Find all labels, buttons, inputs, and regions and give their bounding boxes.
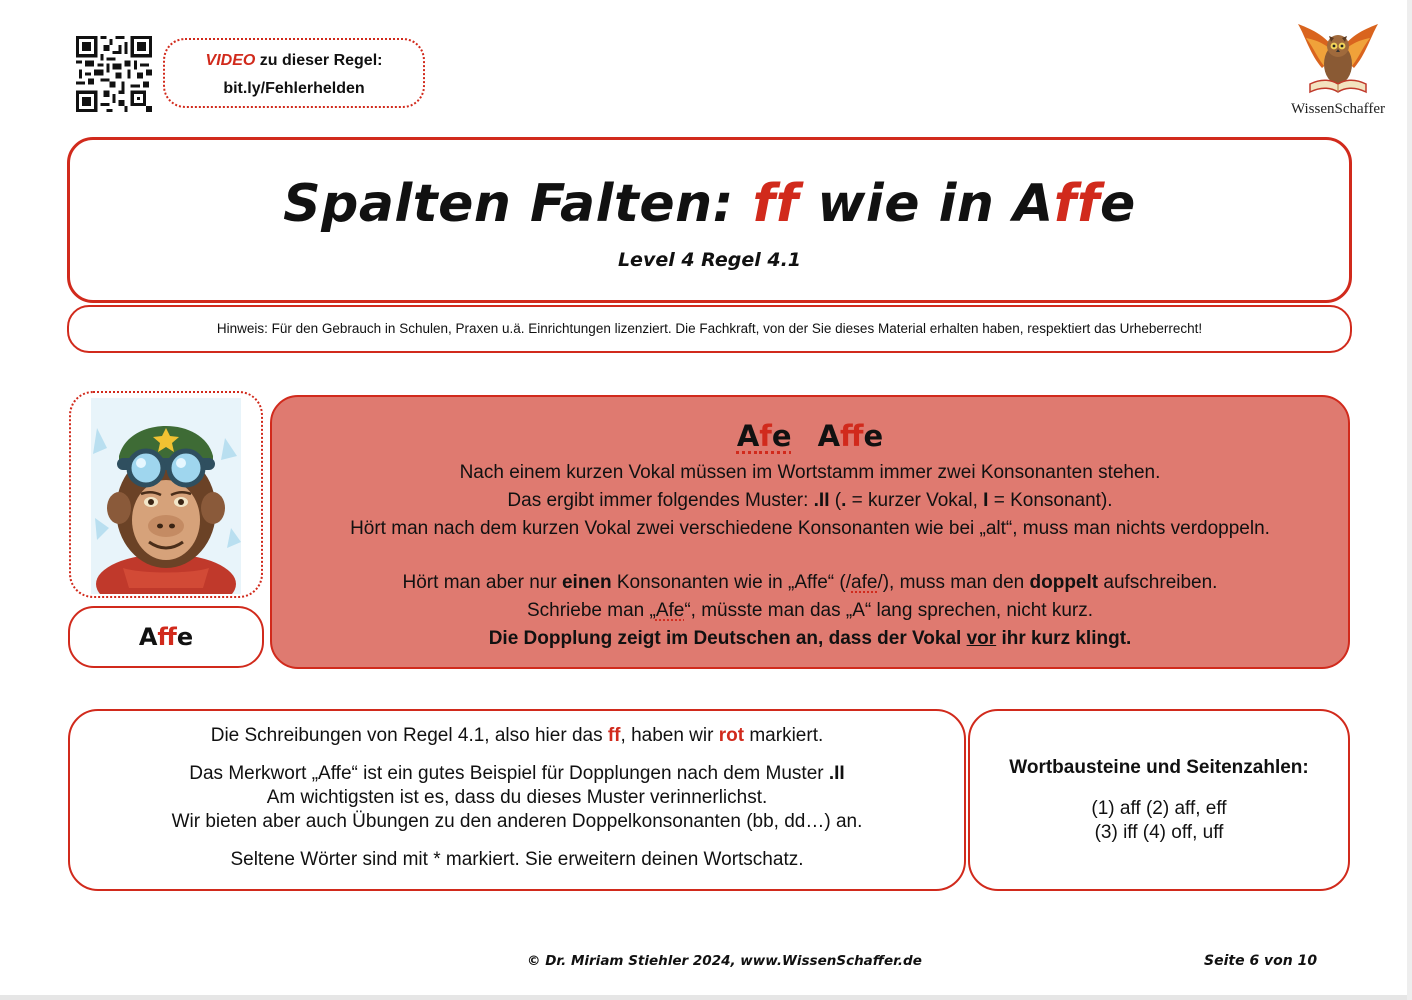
rule-l4e: /), muss man den <box>877 572 1030 593</box>
rule-line-4 <box>272 569 1348 597</box>
wissenschaffer-logo <box>1280 14 1396 120</box>
right-e: e <box>863 419 884 453</box>
wrong-f: f <box>759 419 772 453</box>
info-box <box>68 709 966 891</box>
title-box <box>67 137 1352 303</box>
word-parts-title: Wortbausteine und Seitenzahlen: <box>1009 757 1309 778</box>
rule-line-6 <box>272 625 1348 653</box>
rule-l5b: Afe <box>655 600 685 621</box>
rule-line-2 <box>272 487 1348 515</box>
keyword-box <box>68 606 264 668</box>
video-link-box[interactable] <box>163 38 425 108</box>
info-p1d: rot <box>718 725 745 746</box>
keyword-ff: ff <box>157 623 177 651</box>
right-a: A <box>817 419 841 453</box>
rule-l2a: Das ergibt immer folgendes Muster: <box>507 490 814 511</box>
rule-l2g: = Konsonant). <box>988 490 1113 511</box>
wrong-e: e <box>771 419 792 453</box>
page-title <box>70 173 1349 235</box>
owl-logo-icon <box>1296 14 1380 100</box>
rule-l4f: doppelt <box>1029 572 1099 593</box>
rule-l4g: aufschreiben. <box>1098 572 1218 593</box>
level-subtitle: Level 4 Regel 4.1 <box>617 249 802 271</box>
rule-l6b: vor <box>966 628 997 649</box>
word-parts-list <box>970 797 1348 845</box>
rule-l2c: ( <box>829 490 842 511</box>
rule-l4d: afe <box>851 572 878 593</box>
info-paragraph-2 <box>70 762 964 834</box>
info-paragraph-3: Seltene Wörter sind mit * markiert. Sie erweitern deinen Wortschatz. <box>230 849 804 870</box>
info-p2d: Wir bieten aber auch Übungen zu den anderen Doppelkonsonanten (bb, dd…) an. <box>171 811 863 832</box>
rule-l4c: Konsonanten wie in „Affe“ (/ <box>611 572 852 593</box>
rule-l4a: Hört man aber nur <box>402 572 562 593</box>
rule-l4b: einen <box>561 572 612 593</box>
copyright-hint: Hinweis: Für den Gebrauch in Schulen, Praxen u.ä. Einrichtungen lizenziert. Die Fachkraft, von der Sie dieses Material erhalten haben, respektiert das Urheberrecht! <box>67 305 1352 353</box>
info-paragraph-1 <box>70 724 964 748</box>
info-p1a: Die Schreibungen von Regel 4.1, also hier das <box>210 725 608 746</box>
rule-l6a: Die Dopplung zeigt im Deutschen an, dass der Vokal <box>488 628 967 649</box>
title-highlight2: ff <box>1053 174 1101 234</box>
rule-line-3: Hört man nach dem kurzen Vokal zwei verschiedene Konsonanten wie bei „alt“, muss man nichts verdoppeln. <box>350 518 1270 539</box>
right-ff: ff <box>840 419 864 453</box>
title-part1: Spalten Falten: <box>283 174 753 234</box>
rule-line-5 <box>272 597 1348 625</box>
title-part2: wie in A <box>798 174 1054 234</box>
footer-copyright: © Dr. Miriam Stiehler 2024, www.WissenSchaffer.de <box>527 953 922 969</box>
rule-l2e: = kurzer Vokal, <box>846 490 984 511</box>
word-parts-box <box>968 709 1350 891</box>
right-spelling <box>818 419 884 453</box>
rule-pattern: .II <box>813 490 830 511</box>
video-text: zu dieser Regel: <box>255 52 383 69</box>
info-p2a: Das Merkwort „Affe“ ist ein gutes Beispiel für Dopplungen nach dem Muster <box>189 763 829 784</box>
monkey-image-box <box>69 391 263 598</box>
info-p1e: markiert. <box>744 725 824 746</box>
page-edge-right <box>1407 0 1412 1000</box>
monkey-pilot-image <box>91 398 241 594</box>
page-edge-bottom <box>0 995 1412 1000</box>
word-parts-line-1: (1) aff (2) aff, eff <box>1091 798 1227 819</box>
title-part3: e <box>1100 174 1136 234</box>
rule-l5a: Schriebe man „ <box>526 600 656 621</box>
keyword-e: e <box>176 623 194 651</box>
video-label: VIDEO <box>205 52 256 69</box>
rule-bar: I <box>983 490 989 511</box>
keyword-a: A <box>138 623 158 651</box>
info-p1b: ff <box>607 725 621 746</box>
footer-page-number: Seite 6 von 10 <box>1204 953 1318 969</box>
logo-text: WissenSchaffer <box>1290 101 1386 117</box>
rule-line-1: Nach einem kurzen Vokal müssen im Wortstamm immer zwei Konsonanten stehen. <box>459 462 1161 483</box>
video-link[interactable]: bit.ly/Fehlerhelden <box>223 80 365 97</box>
info-p2b: .II <box>828 763 845 784</box>
info-p1c: , haben wir <box>620 725 719 746</box>
rule-dot: . <box>841 490 847 511</box>
rule-l5c: “, müsste man das „A“ lang sprechen, nicht kurz. <box>684 600 1094 621</box>
title-highlight: ff <box>752 174 799 234</box>
wrong-a: A <box>736 419 760 453</box>
word-parts-line-2: (3) iff (4) off, uff <box>1094 822 1224 843</box>
example-words <box>272 419 1348 453</box>
wrong-spelling <box>737 419 792 453</box>
rule-l6c: ihr kurz klingt. <box>996 628 1132 649</box>
qr-code-icon[interactable] <box>76 36 152 112</box>
info-p2c: Am wichtigsten ist es, dass du dieses Muster verinnerlichst. <box>266 787 768 808</box>
rule-explanation-box <box>270 395 1350 669</box>
